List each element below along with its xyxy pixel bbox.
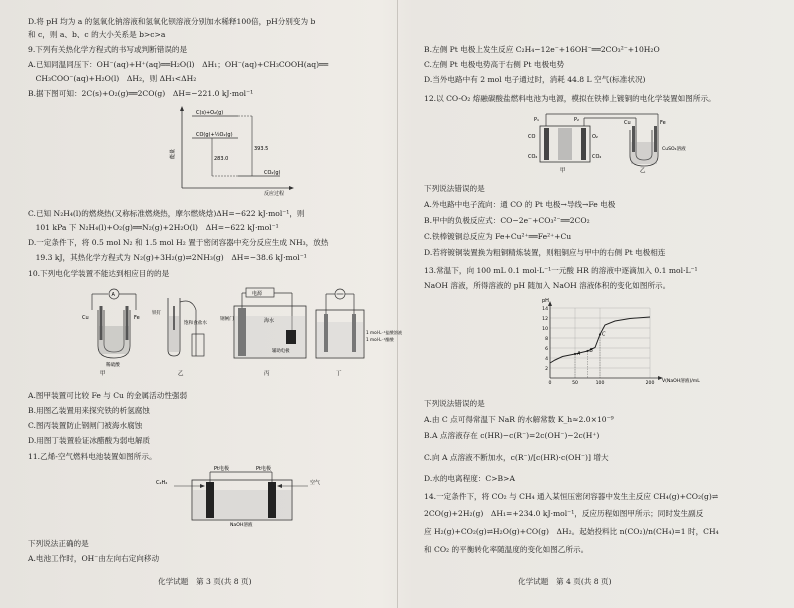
q12-apparatus-figure (528, 108, 704, 174)
q12-option-c: C.铁棒镀铜总反应为 Fe+Cu²⁺══Fe²⁺+Cu (424, 232, 572, 241)
q14-stem-line4: 和 CO₂ 的平衡转化率随温度的变化如图乙所示。 (424, 545, 589, 554)
q13-option-a: A.由 C 点可得常温下 NaR 的水解常数 K_h≈2.0×10⁻⁹ (424, 415, 614, 424)
q9-option-c-line2: 101 kPa 下 N₂H₄(l)+O₂(g)══N₂(g)+2H₂O(l) ΔH=−622 kJ·mol⁻¹ (28, 223, 279, 232)
q9-option-c-line1: C.已知 N₂H₄(l)的燃烧热(又称标准燃烧热，摩尔燃烧焓)ΔH=−622 kJ·mol⁻¹，则 (28, 209, 305, 218)
ethylene-label: C₂H₄ (156, 480, 168, 486)
y-axis-label: pH (542, 298, 549, 304)
q11-question: 下列说法正确的是 (28, 539, 89, 548)
q13-stem-line2: NaOH 溶液，所得溶液的 pH 随加入 NaOH 溶液体积的变化如图所示。 (424, 281, 671, 290)
fe-cathode-label: Fe (660, 120, 666, 126)
y-tick-label: 10 (542, 326, 548, 332)
power-label: 电源 (252, 291, 263, 297)
y-tick-label: 4 (545, 356, 548, 362)
pt-electrode-right-label: Pt电极 (256, 466, 271, 472)
p1-label: P₁ (534, 117, 540, 123)
q10-option-c: C.图丙装置防止钢闸门被海水腐蚀 (28, 421, 143, 430)
cu-electrode-label: Cu (82, 315, 89, 321)
q12-option-b: B.甲中的负极反应式：CO−2e⁻+CO₃²⁻══2CO₂ (424, 216, 590, 225)
q10-apparatus-figure (76, 286, 403, 377)
acetic-solution-label: 1 mol·L⁻¹醋酸 (366, 337, 394, 342)
q9-option-a-line2: CH₃COO⁻(aq)+H₂O(l) ΔH₂，则 ΔH₁<ΔH₂ (28, 74, 197, 83)
co2-out-label: CO₂ (528, 154, 538, 160)
hcl-solution-label: 1 mol·L⁻¹盐酸溶液 (366, 330, 403, 335)
footer-page-3: 化学试题 第 3 页(共 8 页) (158, 577, 252, 586)
q11-stem: 11.乙烯-空气燃料电池装置如图所示。 (28, 452, 157, 461)
q14-stem-line2: 2CO(g)+2H₂(g) ΔH₁=+234.0 kJ·mol⁻¹，反应历程如图甲所示；同时发生副反 (424, 509, 704, 518)
q13-option-b: B.A 点溶液存在 c(HR)−c(R⁻)=2c(OH⁻)−2c(H⁺) (424, 431, 600, 440)
value-283: 283.0 (214, 156, 229, 162)
air-label: 空气 (310, 480, 321, 486)
q9-stem: 9.下列有关热化学方程式的书写或判断错误的是 (28, 45, 188, 54)
chart-points (574, 332, 606, 379)
acid-label: 稀硫酸 (106, 363, 120, 368)
q13-option-d: D.水的电离程度：C>B>A (424, 474, 515, 483)
q11-option-c: C.左侧 Pt 电极电势高于右侧 Pt 电极电势 (424, 60, 565, 69)
level-c-o2: C(s)+O₂(g) (196, 110, 224, 116)
point-label-b: B (589, 348, 593, 354)
q14-stem-line1: 14.一定条件下，将 CO₂ 与 CH₄ 通入某恒压密闭容器中发生主反应 CH₄(g)+CO₂(g)⇌ (424, 492, 719, 501)
x-tick-labels (549, 380, 655, 386)
q13-option-c: C.向 A 点溶液不断加水，c(R⁻)/[c(HR)·c(OH⁻)] 增大 (424, 453, 609, 462)
q10-option-b: B.用图乙装置用来探究铁的析氢腐蚀 (28, 406, 150, 415)
q11-option-b: B.左侧 Pt 电极上发生反应 C₂H₄−12e⁻+16OH⁻══2CO₃²⁻+10H₂O (424, 45, 660, 54)
cuso4-label: CuSO₄溶液 (662, 147, 686, 152)
x-tick-label: 100 (595, 381, 605, 386)
device-yi (152, 298, 207, 377)
q12-option-d: D.若将镀铜装置换为粗铜精炼装置，则粗铜应与甲中的右侧 Pt 电极相连 (424, 248, 666, 257)
q9-option-d-line1: D.一定条件下，将 0.5 mol N₂ 和 1.5 mol H₂ 置于密闭容器中充分反应生成 NH₃，放热 (28, 238, 329, 247)
q10-option-d: D.用图丁装置验证冰醋酸为弱电解质 (28, 436, 151, 445)
q14-stem-line3: 应 H₂(g)+CO₂(g)⇌H₂O(g)+CO(g) ΔH₂。起始投料比 n(CO₂)/n(CH₄)=1 时，CH₄ (424, 527, 719, 536)
p2-label: P₂ (574, 117, 580, 123)
q9-option-b: B.据下图可知：2C(s)+O₂(g)══2CO(g) ΔH=−221.0 kJ·mol⁻¹ (28, 89, 254, 98)
q11-option-a: A.电池工作时，OH⁻由左向右定向移动 (28, 554, 160, 563)
reaction-axis-label: 反应过程 (264, 191, 285, 197)
ammeter-label: A (111, 292, 115, 298)
device-jia (82, 289, 140, 377)
q11-option-d: D.当外电路中有 2 mol 电子通过时，消耗 44.8 L 空气(标准状况) (424, 75, 646, 84)
point-label-c: C (602, 331, 606, 338)
q9-option-d-line2: 19.3 kJ，其热化学方程式为 N₂(g)+3H₂(g)⇌2NH₃(g) ΔH=−38.6 kJ·mol⁻¹ (28, 253, 307, 262)
y-tick-label: 14 (542, 306, 548, 312)
level-co-o2: CO(g)+½O₂(g) (196, 132, 233, 138)
device-bing (220, 288, 306, 377)
label-bing: 丙 (264, 371, 270, 377)
footer-page-4: 化学试题 第 4 页(共 8 页) (518, 577, 612, 586)
energy-axis-label: 能量 (170, 148, 176, 159)
x-tick-label: 200 (645, 381, 655, 386)
aux-electrode-label: 辅助电极 (272, 349, 290, 354)
q8-option-d-line1: D.将 pH 均为 a 的氢氧化钠溶液和氢氧化钡溶液分别加水稀释100倍，pH分别变为 b (28, 17, 316, 26)
x-axis-label: V(NaOH溶液)/mL (662, 379, 700, 384)
point-label-a: A (577, 351, 581, 357)
label-jia-12: 甲 (560, 168, 566, 174)
level-co2: CO₂(g) (264, 170, 281, 176)
label-yi: 乙 (178, 371, 184, 377)
q8-option-d-line2: 和 c，则 a、b、c 的大小关系是 b>c>a (28, 30, 166, 39)
label-yi-12: 乙 (640, 168, 646, 174)
value-393-5: 393.5 (254, 146, 269, 152)
q10-option-a: A.图甲装置可比较 Fe 与 Cu 的金属活动性强弱 (28, 391, 188, 400)
label-ding: 丁 (336, 371, 342, 377)
y-tick-labels (542, 306, 548, 372)
iron-nail-label: 铁钉 (152, 311, 162, 316)
q12-question: 下列说法错误的是 (424, 184, 485, 193)
device-ding (316, 289, 403, 377)
steel-gate-label: 钢闸门 (220, 317, 234, 322)
y-tick-label: 2 (545, 366, 548, 372)
q13-ph-titration-chart (532, 296, 710, 394)
q12-stem: 12.以 CO-O₂ 熔融碳酸盐燃料电池为电源，模拟在铁棒上镀铜的电化学装置如图所示。 (424, 94, 716, 103)
cu-anode-label: Cu (624, 120, 631, 126)
salt-water-label: 饱和食盐水 (184, 321, 207, 326)
o2-label: O₂ (592, 134, 598, 140)
x-tick-label: 0 (548, 381, 552, 386)
pt-electrode-left-label: Pt电极 (214, 466, 229, 472)
y-tick-label: 8 (545, 336, 548, 342)
q13-question: 下列说法错误的是 (424, 399, 485, 408)
co-label: CO (528, 134, 536, 140)
label-jia: 甲 (100, 371, 106, 377)
q9-option-a-line1: A.已知同温同压下：OH⁻(aq)+H⁺(aq)══H₂O(l) ΔH₁；OH⁻(aq)+CH₃COOH(aq)══ (28, 60, 329, 69)
naoh-solution-label: NaOH溶液 (230, 523, 253, 528)
y-tick-label: 6 (545, 346, 548, 352)
q10-stem: 10.下列电化学装置不能达到相应目的的是 (28, 269, 170, 278)
q9-energy-diagram (168, 104, 298, 196)
fe-electrode-label: Fe (134, 315, 140, 321)
seawater-label: 海水 (264, 318, 275, 324)
page-divider (397, 0, 398, 608)
q11-fuel-cell-figure (152, 466, 332, 528)
co2-in-label: CO₂ (592, 154, 602, 160)
q13-stem-line1: 13.常温下，向 100 mL 0.1 mol·L⁻¹一元酸 HR 的溶液中逐滴加入 0.1 mol·L⁻¹ (424, 266, 698, 275)
y-tick-label: 12 (542, 316, 548, 322)
x-tick-label: 50 (572, 381, 578, 386)
q12-option-a: A.外电路中电子流向：通 CO 的 Pt 电极→导线→Fe 电极 (424, 200, 616, 209)
